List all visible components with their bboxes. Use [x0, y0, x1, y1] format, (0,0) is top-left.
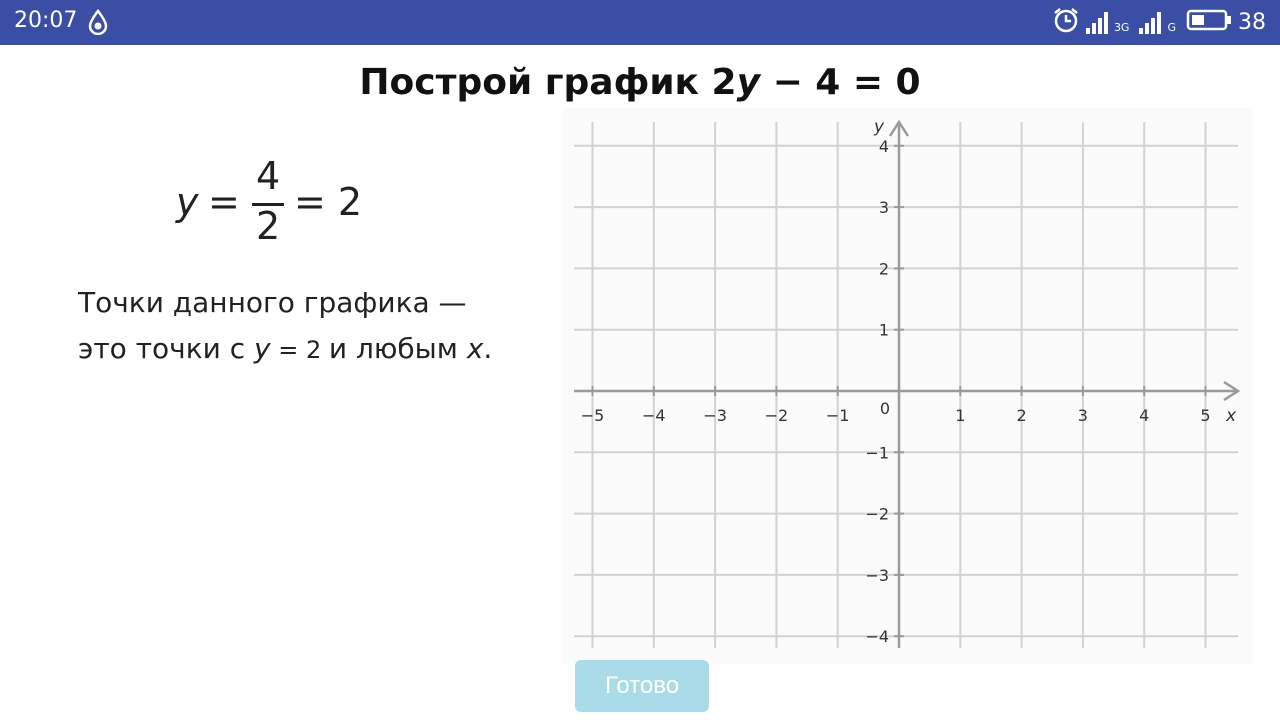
signal-icon-2 [1139, 10, 1161, 34]
y-tick-label: −3 [865, 565, 889, 585]
x-axis-label: x [1225, 406, 1236, 426]
signal-icon [1086, 10, 1108, 34]
grid-canvas[interactable] [562, 108, 1252, 664]
x-tick-label: 1 [955, 406, 966, 425]
y-tick-label: −1 [865, 443, 889, 463]
desc-end: . [483, 332, 493, 365]
x-tick-label: −4 [642, 406, 666, 425]
description-line-1: Точки данного графика — [78, 286, 467, 319]
status-icons [1052, 6, 1266, 38]
desc-text-b: и любым [328, 332, 467, 365]
y-tick-label: 4 [878, 136, 889, 156]
alarm-icon [1052, 6, 1080, 38]
y-tick-label: 2 [878, 259, 889, 279]
battery-percent: 38 [1238, 9, 1266, 35]
x-tick-label: −5 [580, 406, 605, 425]
x-tick-label: 3 [1077, 406, 1088, 425]
title-var: y [736, 62, 761, 103]
x-tick-label: 4 [1139, 406, 1150, 425]
y-tick-label: −4 [865, 627, 889, 647]
network-g-label: G [1167, 20, 1176, 34]
y-tick-label: 1 [878, 320, 889, 340]
formula-lhs: y [176, 180, 199, 224]
x-tick-label: −3 [703, 406, 727, 425]
description [78, 280, 492, 373]
y-tick-label: −2 [865, 504, 889, 524]
x-tick-label: −1 [825, 406, 850, 425]
status-time: 20:07 [14, 8, 78, 33]
page-title [0, 62, 1280, 103]
x-tick-label: 5 [1200, 406, 1211, 425]
done-button[interactable]: Готово [575, 660, 709, 712]
network-3g-label: 3G [1113, 20, 1130, 34]
drop-icon [88, 9, 108, 39]
desc-eq: = 2 [270, 336, 329, 364]
x-tick-label: −2 [764, 406, 789, 425]
desc-y: y [254, 332, 271, 365]
formula-numerator: 4 [256, 154, 281, 198]
x-tick-label: 2 [1016, 406, 1027, 425]
title-prefix: Построй график 2 [359, 62, 737, 103]
coordinate-grid[interactable] [562, 108, 1252, 664]
y-axis-label: y [873, 117, 885, 137]
y-tick-label: 3 [878, 198, 889, 218]
origin-label: 0 [879, 399, 891, 418]
desc-x: x [466, 332, 484, 365]
formula-denominator: 2 [256, 204, 281, 248]
desc-text-a: это точки с [78, 332, 254, 365]
status-bar [0, 0, 1280, 45]
battery-icon [1186, 8, 1232, 36]
formula-eq: = [208, 180, 240, 224]
description-line-2 [78, 326, 492, 373]
title-suffix: − 4 = 0 [760, 62, 921, 103]
formula [176, 154, 396, 248]
formula-result: = 2 [294, 180, 363, 224]
